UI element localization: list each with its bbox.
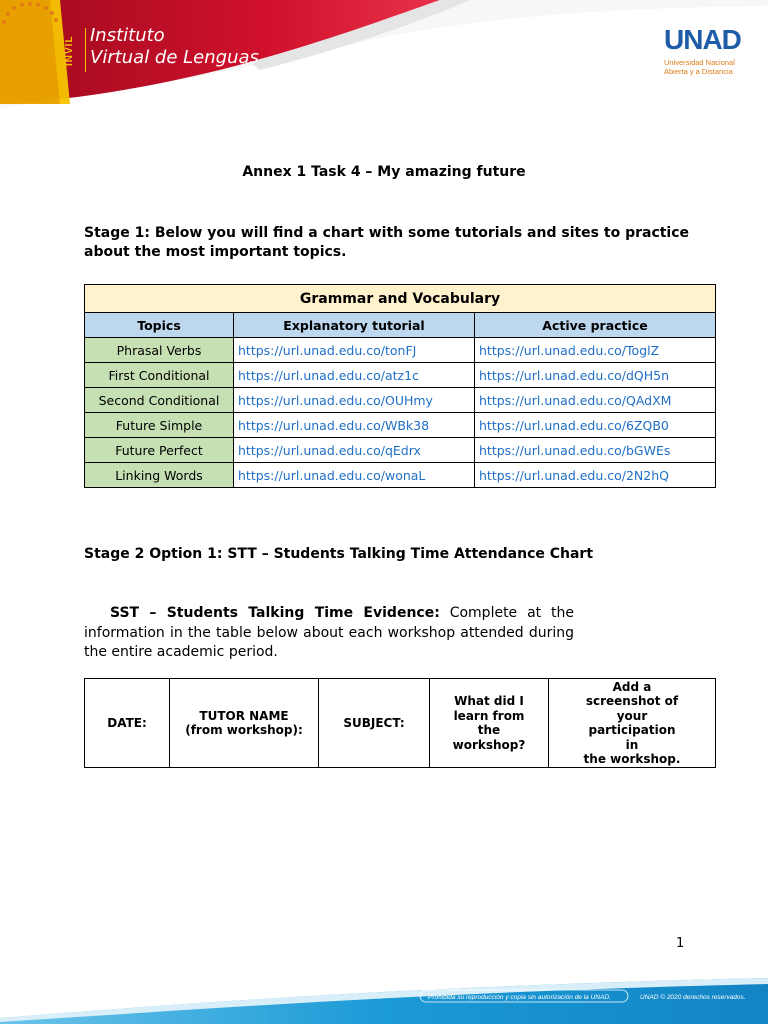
footer-banner-graphic [0, 962, 768, 1024]
attendance-table [84, 678, 716, 768]
practice-link[interactable]: https://url.unad.edu.co/QAdXM [475, 388, 716, 413]
header-line: in [625, 737, 639, 752]
header-date [85, 679, 170, 768]
grammar-vocabulary-table [84, 284, 716, 488]
table-row [85, 338, 716, 363]
header-subject [319, 679, 430, 768]
header-line: participation [588, 723, 676, 737]
table-row [85, 388, 716, 413]
practice-link[interactable]: https://url.unad.edu.co/2N2hQ [475, 463, 716, 488]
table-row [85, 463, 716, 488]
unad-logo-subtitle-1: Universidad Nacional [664, 58, 735, 67]
practice-link[interactable]: https://url.unad.edu.co/dQH5n [475, 363, 716, 388]
topic-cell: Second Conditional [85, 388, 234, 413]
header-line: your [616, 708, 648, 723]
footer-notice: Prohibida su reproducción y copia sin autorización de la UNAD. [428, 994, 611, 1001]
grammar-table-title: Grammar and Vocabulary [85, 285, 716, 313]
unad-logo-dots-icon [0, 0, 90, 70]
institute-name-line1: Instituto [90, 25, 165, 46]
table-row [85, 363, 716, 388]
tutorial-link[interactable]: https://url.unad.edu.co/OUHmy [234, 388, 475, 413]
header-line: workshop? [452, 737, 526, 752]
tutorial-link[interactable]: https://url.unad.edu.co/atz1c [234, 363, 475, 388]
invil-brand-mark: INVIL [64, 35, 75, 67]
topic-cell: Future Simple [85, 413, 234, 438]
topic-cell: Future Perfect [85, 438, 234, 463]
page-footer [0, 962, 768, 1024]
header-line: Add a [612, 679, 652, 694]
page-number: 1 [676, 936, 685, 951]
header-line: the [477, 723, 501, 737]
topic-cell: First Conditional [85, 363, 234, 388]
sst-label: SST – Students Talking Time Evidence: [110, 605, 440, 621]
column-header-practice: Active practice [475, 313, 716, 338]
institute-name-line2: Virtual de Lenguas [90, 47, 259, 68]
header-screenshot [549, 679, 716, 768]
header-line: SUBJECT: [343, 715, 405, 730]
header-line: learn from [453, 708, 525, 723]
practice-link[interactable]: https://url.unad.edu.co/ToglZ [475, 338, 716, 363]
table-row [85, 413, 716, 438]
stage1-instructions: Stage 1: Below you will find a chart with some tutorials and sites to practice about the most important topics. [84, 225, 690, 260]
header-what-learned [430, 679, 549, 768]
unad-logo-subtitle-2: Abierta y a Distancia [664, 67, 733, 76]
tutorial-link[interactable]: https://url.unad.edu.co/WBk38 [234, 413, 475, 438]
header-line: screenshot of [585, 694, 679, 708]
practice-link[interactable]: https://url.unad.edu.co/bGWEs [475, 438, 716, 463]
topic-cell: Linking Words [85, 463, 234, 488]
table-row [85, 438, 716, 463]
column-header-tutorial: Explanatory tutorial [234, 313, 475, 338]
page-header [0, 0, 768, 110]
stage2-heading: Stage 2 Option 1: STT – Students Talking Time Attendance Chart [84, 546, 594, 562]
topic-cell: Phrasal Verbs [85, 338, 234, 363]
document-title: Annex 1 Task 4 – My amazing future [242, 164, 526, 180]
sst-instructions [84, 604, 574, 663]
sst-text: Complete at the information in the table below about each workshop attended during the entire academic period. [84, 605, 575, 660]
practice-link[interactable]: https://url.unad.edu.co/6ZQB0 [475, 413, 716, 438]
header-tutor-name [170, 679, 319, 768]
footer-copyright: UNAD © 2020 derechos reservados. [640, 994, 746, 1001]
header-line: the workshop. [583, 752, 681, 766]
header-line: What did I [454, 694, 524, 708]
tutorial-link[interactable]: https://url.unad.edu.co/qEdrx [234, 438, 475, 463]
tutorial-link[interactable]: https://url.unad.edu.co/tonFJ [234, 338, 475, 363]
header-line: (from workshop): [185, 723, 303, 737]
column-header-topics: Topics [85, 313, 234, 338]
header-line: TUTOR NAME [199, 708, 289, 723]
tutorial-link[interactable]: https://url.unad.edu.co/wonaL [234, 463, 475, 488]
header-line: DATE: [107, 715, 147, 730]
unad-logo-text: UNAD [664, 24, 741, 55]
